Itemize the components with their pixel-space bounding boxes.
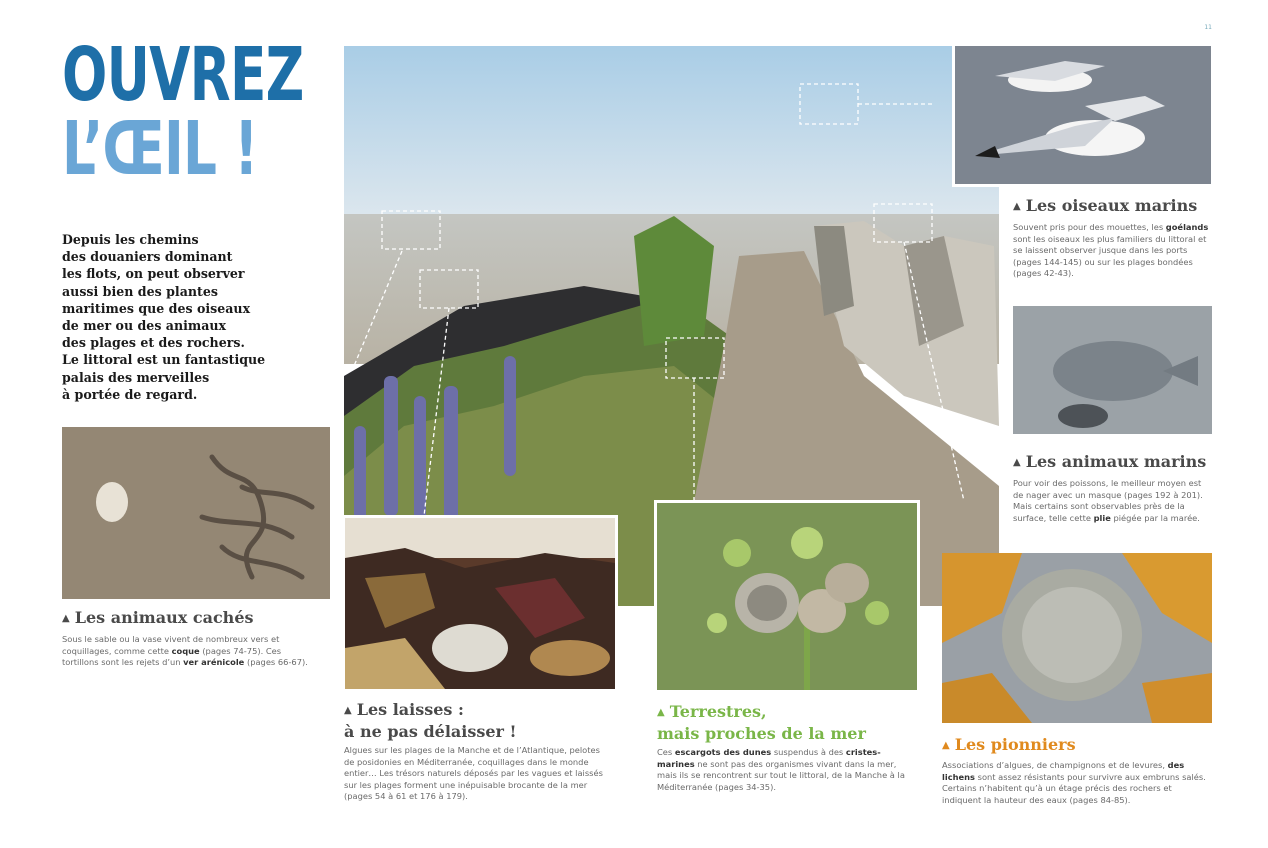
text-animaux-marins: Pour voir des poissons, le meilleur moyen est de nager avec un masque (pages 192 à 201). Mais certains sont observables près de la surface, telle cette plie piégée par la marée. bbox=[1013, 478, 1203, 523]
heading-oiseaux-marins: ▲ Les oiseaux marins bbox=[1013, 196, 1198, 215]
text-animaux-caches: Sous le sable ou la vase vivent de nombreux vers et coquillages, comme cette coque (pages 74-75). Ces tortillons sont les rejets d’un ver arénicole (pages 66-67). bbox=[62, 634, 308, 668]
text-laisses: Algues sur les plages de la Manche et de l’Atlantique, pelotes de posidonies en Méditerranée, coquillages dans le monde entier… Les trésors naturels déposés par les vagues et laissés sur les plages forment une inépuisable brocante de la mer (pages 54 à 61 et 176 à 179). bbox=[344, 745, 603, 802]
heading-animaux-marins: ▲ Les animaux marins bbox=[1013, 452, 1207, 471]
snails-photo bbox=[654, 500, 920, 693]
title-line-2: L’ŒIL ! bbox=[62, 106, 258, 192]
intro-paragraph: Depuis les chemins des douaniers dominant les flots, on peut observer aussi bien des plantes maritimes que des oiseaux de mer ou des animaux des plages et des rochers. Le littoral est un fantastique palais des merveilles à portée de regard. bbox=[62, 232, 266, 402]
page-number: 11 bbox=[1204, 24, 1212, 31]
lichen-photo bbox=[942, 553, 1212, 723]
heading-terrestres: ▲ Terrestres, mais proches de la mer bbox=[657, 702, 866, 743]
seaweed-shell-photo bbox=[342, 515, 618, 692]
cockle-worm-casts-photo bbox=[62, 427, 330, 599]
heading-pionniers: ▲ Les pionniers bbox=[942, 735, 1076, 754]
title-line-1: OUVREZ bbox=[62, 32, 304, 118]
text-terrestres: Ces escargots des dunes suspendus à des cristes-marines ne sont pas des organismes vivant dans la mer, mais ils se rencontrent sur tout le littoral, de la Manche à la Méditerranée (pages 34-35). bbox=[657, 747, 905, 792]
triangle-marker-icon: ▲ bbox=[1013, 201, 1021, 212]
triangle-marker-icon: ▲ bbox=[942, 740, 950, 751]
triangle-marker-icon: ▲ bbox=[657, 707, 665, 718]
heading-laisses: ▲ Les laisses : à ne pas délaisser ! bbox=[344, 700, 517, 741]
triangle-marker-icon: ▲ bbox=[344, 705, 352, 716]
triangle-marker-icon: ▲ bbox=[1013, 457, 1021, 468]
heading-animaux-caches: ▲ Les animaux cachés bbox=[62, 608, 254, 627]
flatfish-photo bbox=[1013, 306, 1212, 434]
page-title bbox=[62, 32, 304, 192]
seagulls-photo bbox=[952, 43, 1214, 187]
text-oiseaux-marins: Souvent pris pour des mouettes, les goélands sont les oiseaux les plus familiers du littoral et se laissent observer jusque dans les ports (pages 144-145) ou sur les plages bondées (pages 42-43). bbox=[1013, 222, 1209, 279]
text-pionniers: Associations d’algues, de champignons et de levures, des lichens sont assez résistants pour survivre aux embruns salés. Certains n’habitent qu’à un étage précis des rochers et indiquent la hauteur des eaux (pages 84-85). bbox=[942, 760, 1206, 805]
triangle-marker-icon: ▲ bbox=[62, 613, 70, 624]
